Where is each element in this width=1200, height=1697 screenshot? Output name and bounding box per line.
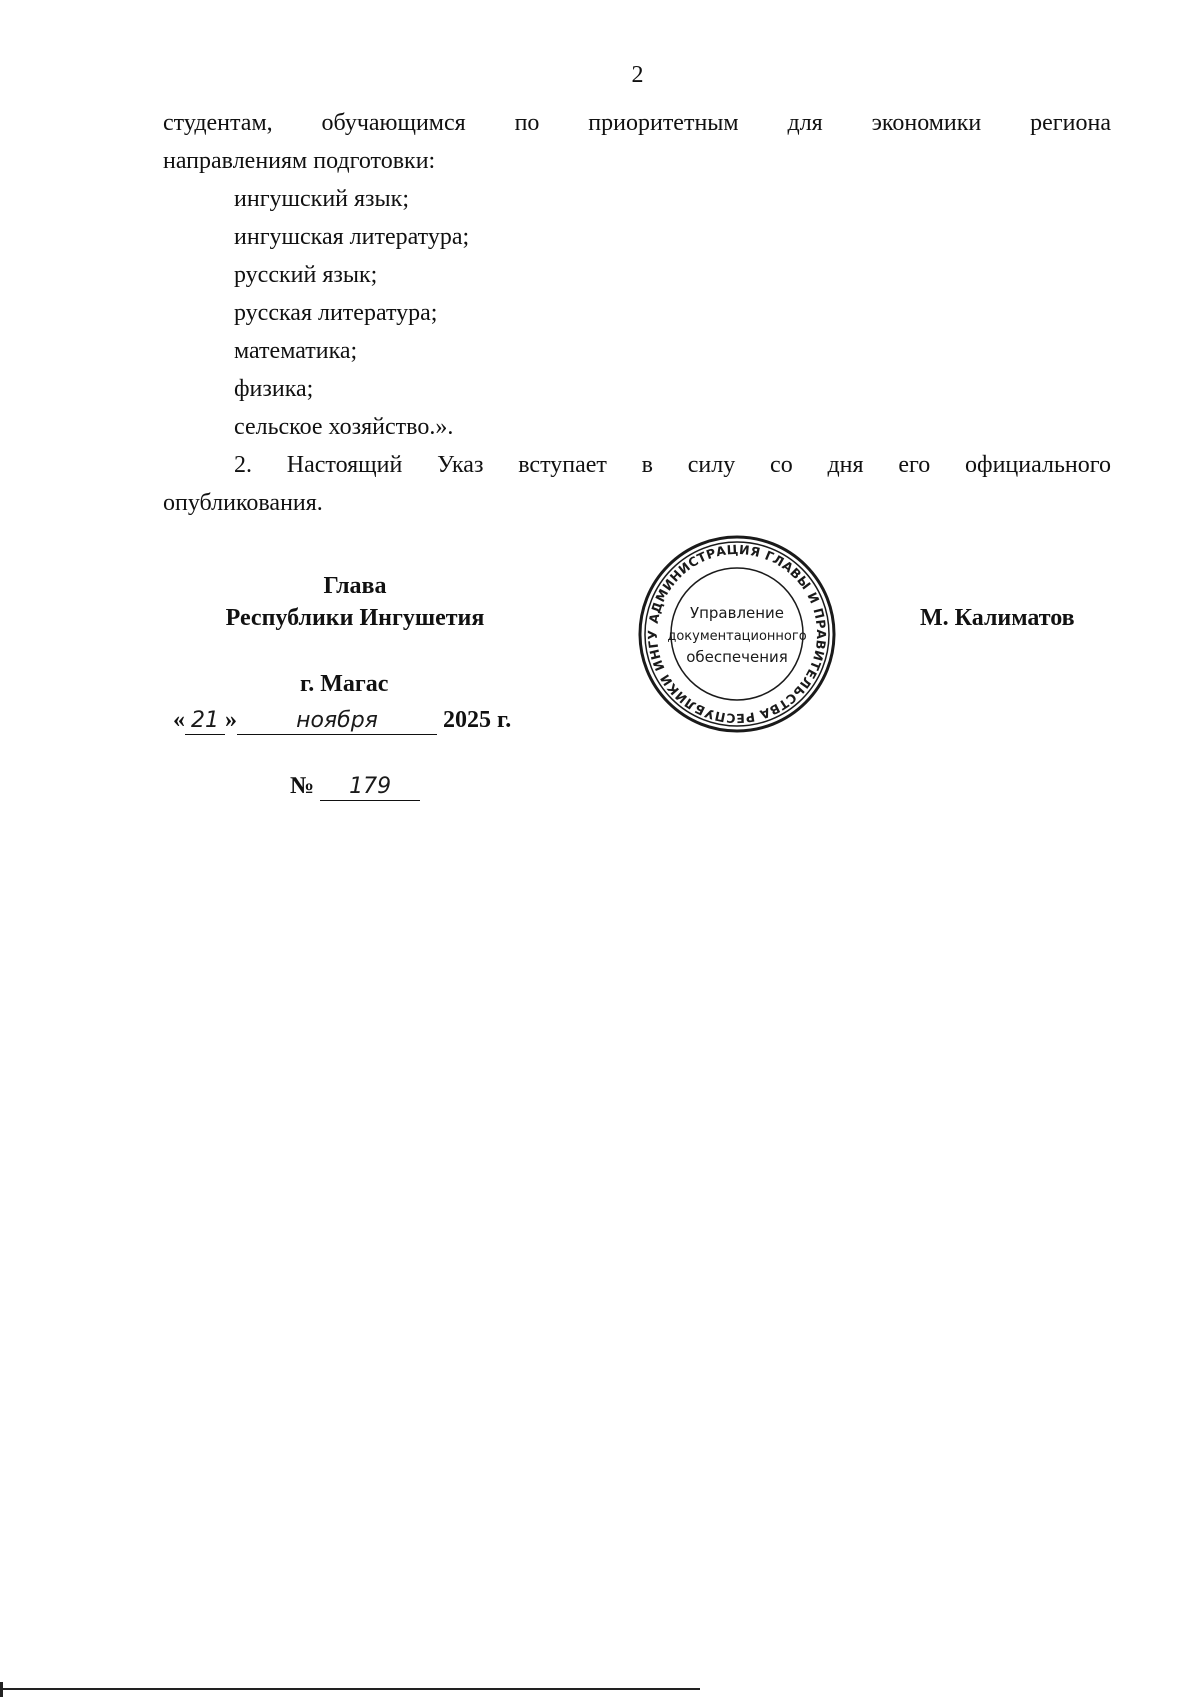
- list-item: ингушская литература;: [234, 224, 470, 250]
- number-label: №: [290, 773, 315, 799]
- signatory-title: [160, 570, 550, 634]
- list-item: сельское хозяйство.».: [234, 414, 454, 440]
- signatory-name: М. Калиматов: [920, 605, 1075, 631]
- decree-number: [290, 773, 420, 801]
- place-of-signing: г. Магас: [300, 671, 389, 697]
- list-item: ингушский язык;: [234, 186, 409, 212]
- stamp-inner-line-2: документационного: [667, 629, 807, 644]
- clause-2-line-2: опубликования.: [163, 490, 323, 516]
- date-close-quote: »: [225, 707, 237, 733]
- clause-2-line-1: 2. Настоящий Указ вступает в силу со дня его официального: [234, 452, 1111, 478]
- list-item: физика;: [234, 376, 314, 402]
- stamp-inner-line-3: обеспечения: [686, 648, 788, 666]
- scan-bottom-line: [0, 1688, 700, 1690]
- list-item: математика;: [234, 338, 358, 364]
- list-item: русская литература;: [234, 300, 438, 326]
- signatory-title-line-1: Глава: [323, 573, 387, 599]
- stamp-inner-line-1: Управление: [689, 604, 785, 622]
- document-body: [163, 104, 1111, 522]
- date-day: 21: [185, 708, 225, 735]
- date-year: 2025 г.: [443, 707, 512, 733]
- date-month: ноября: [237, 708, 437, 735]
- body-line-1: студентам, обучающимся по приоритетным для экономики региона: [163, 110, 1111, 136]
- list-item: русский язык;: [234, 262, 378, 288]
- signing-date: [173, 707, 511, 735]
- number-value: 179: [320, 774, 420, 801]
- page-number: 2: [631, 62, 644, 88]
- body-line-2: направлениям подготовки:: [163, 148, 436, 174]
- stamp-outer-text: АДМИНИСТРАЦИЯ ГЛАВЫ И ПРАВИТЕЛЬСТВА РЕСПУБЛИКИ ИНГУ: [644, 541, 830, 727]
- date-open-quote: «: [173, 707, 185, 733]
- official-seal-stamp: [637, 534, 837, 734]
- signatory-title-line-2: Республики Ингушетия: [225, 605, 485, 631]
